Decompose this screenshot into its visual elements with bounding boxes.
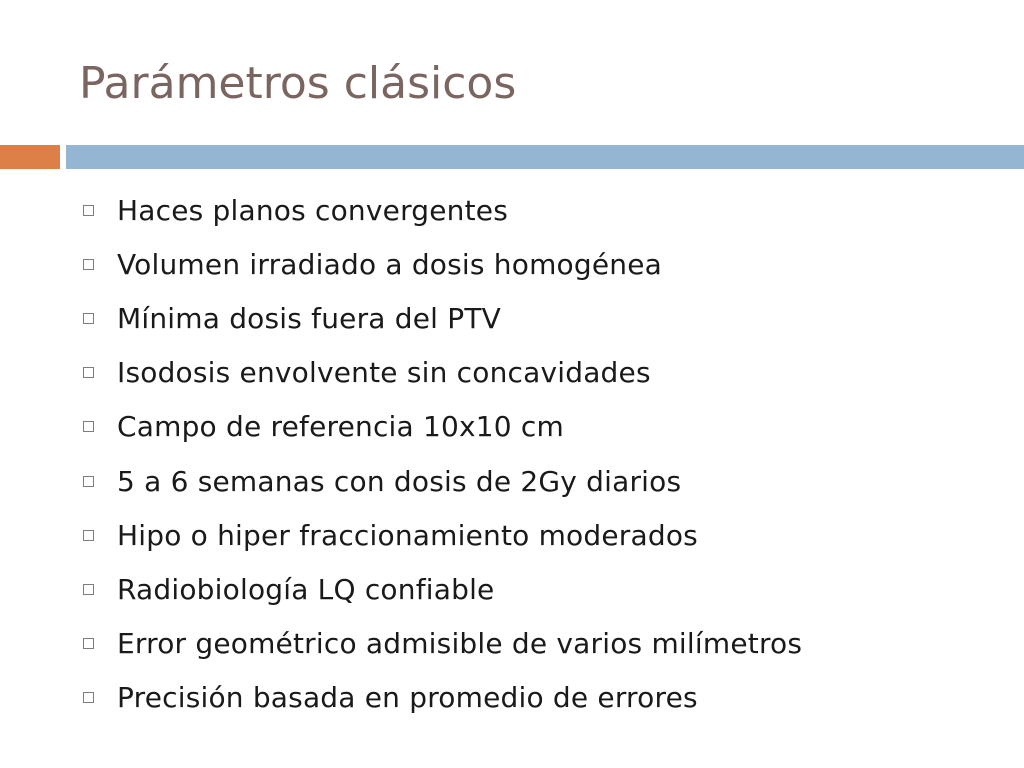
bullet-text: 5 a 6 semanas con dosis de 2Gy diarios bbox=[117, 464, 682, 498]
hollow-square-bullet-icon bbox=[83, 584, 94, 595]
title-underline-bar bbox=[66, 145, 1024, 169]
bullet-text: Error geométrico admisible de varios milímetros bbox=[117, 627, 803, 661]
bullet-text: Haces planos convergentes bbox=[117, 193, 509, 227]
accent-bar bbox=[0, 145, 60, 169]
bullet-item bbox=[80, 617, 802, 671]
hollow-square-bullet-icon bbox=[83, 367, 94, 378]
bullet-text: Volumen irradiado a dosis homogénea bbox=[117, 247, 663, 281]
bullet-item bbox=[80, 291, 802, 345]
slide-title: Parámetros clásicos bbox=[79, 58, 517, 109]
hollow-square-bullet-icon bbox=[83, 421, 94, 432]
bullet-text: Precisión basada en promedio de errores bbox=[117, 681, 698, 715]
hollow-square-bullet-icon bbox=[83, 692, 94, 703]
hollow-square-bullet-icon bbox=[83, 476, 94, 487]
bullet-item bbox=[80, 346, 802, 400]
bullet-item bbox=[80, 454, 802, 508]
hollow-square-bullet-icon bbox=[83, 638, 94, 649]
hollow-square-bullet-icon bbox=[83, 205, 94, 216]
bullet-text: Mínima dosis fuera del PTV bbox=[117, 301, 501, 335]
bullet-item bbox=[80, 400, 802, 454]
bullet-item bbox=[80, 508, 802, 562]
bullet-list bbox=[80, 183, 802, 725]
bullet-item bbox=[80, 562, 802, 616]
bullet-text: Radiobiología LQ confiable bbox=[117, 572, 495, 606]
bullet-text: Hipo o hiper fraccionamiento moderados bbox=[117, 518, 698, 552]
bullet-item bbox=[80, 237, 802, 291]
bullet-item bbox=[80, 671, 802, 725]
bullet-text: Campo de referencia 10x10 cm bbox=[117, 410, 564, 444]
bullet-item bbox=[80, 183, 802, 237]
bullet-text: Isodosis envolvente sin concavidades bbox=[117, 356, 651, 390]
hollow-square-bullet-icon bbox=[83, 259, 94, 270]
hollow-square-bullet-icon bbox=[83, 313, 94, 324]
hollow-square-bullet-icon bbox=[83, 530, 94, 541]
